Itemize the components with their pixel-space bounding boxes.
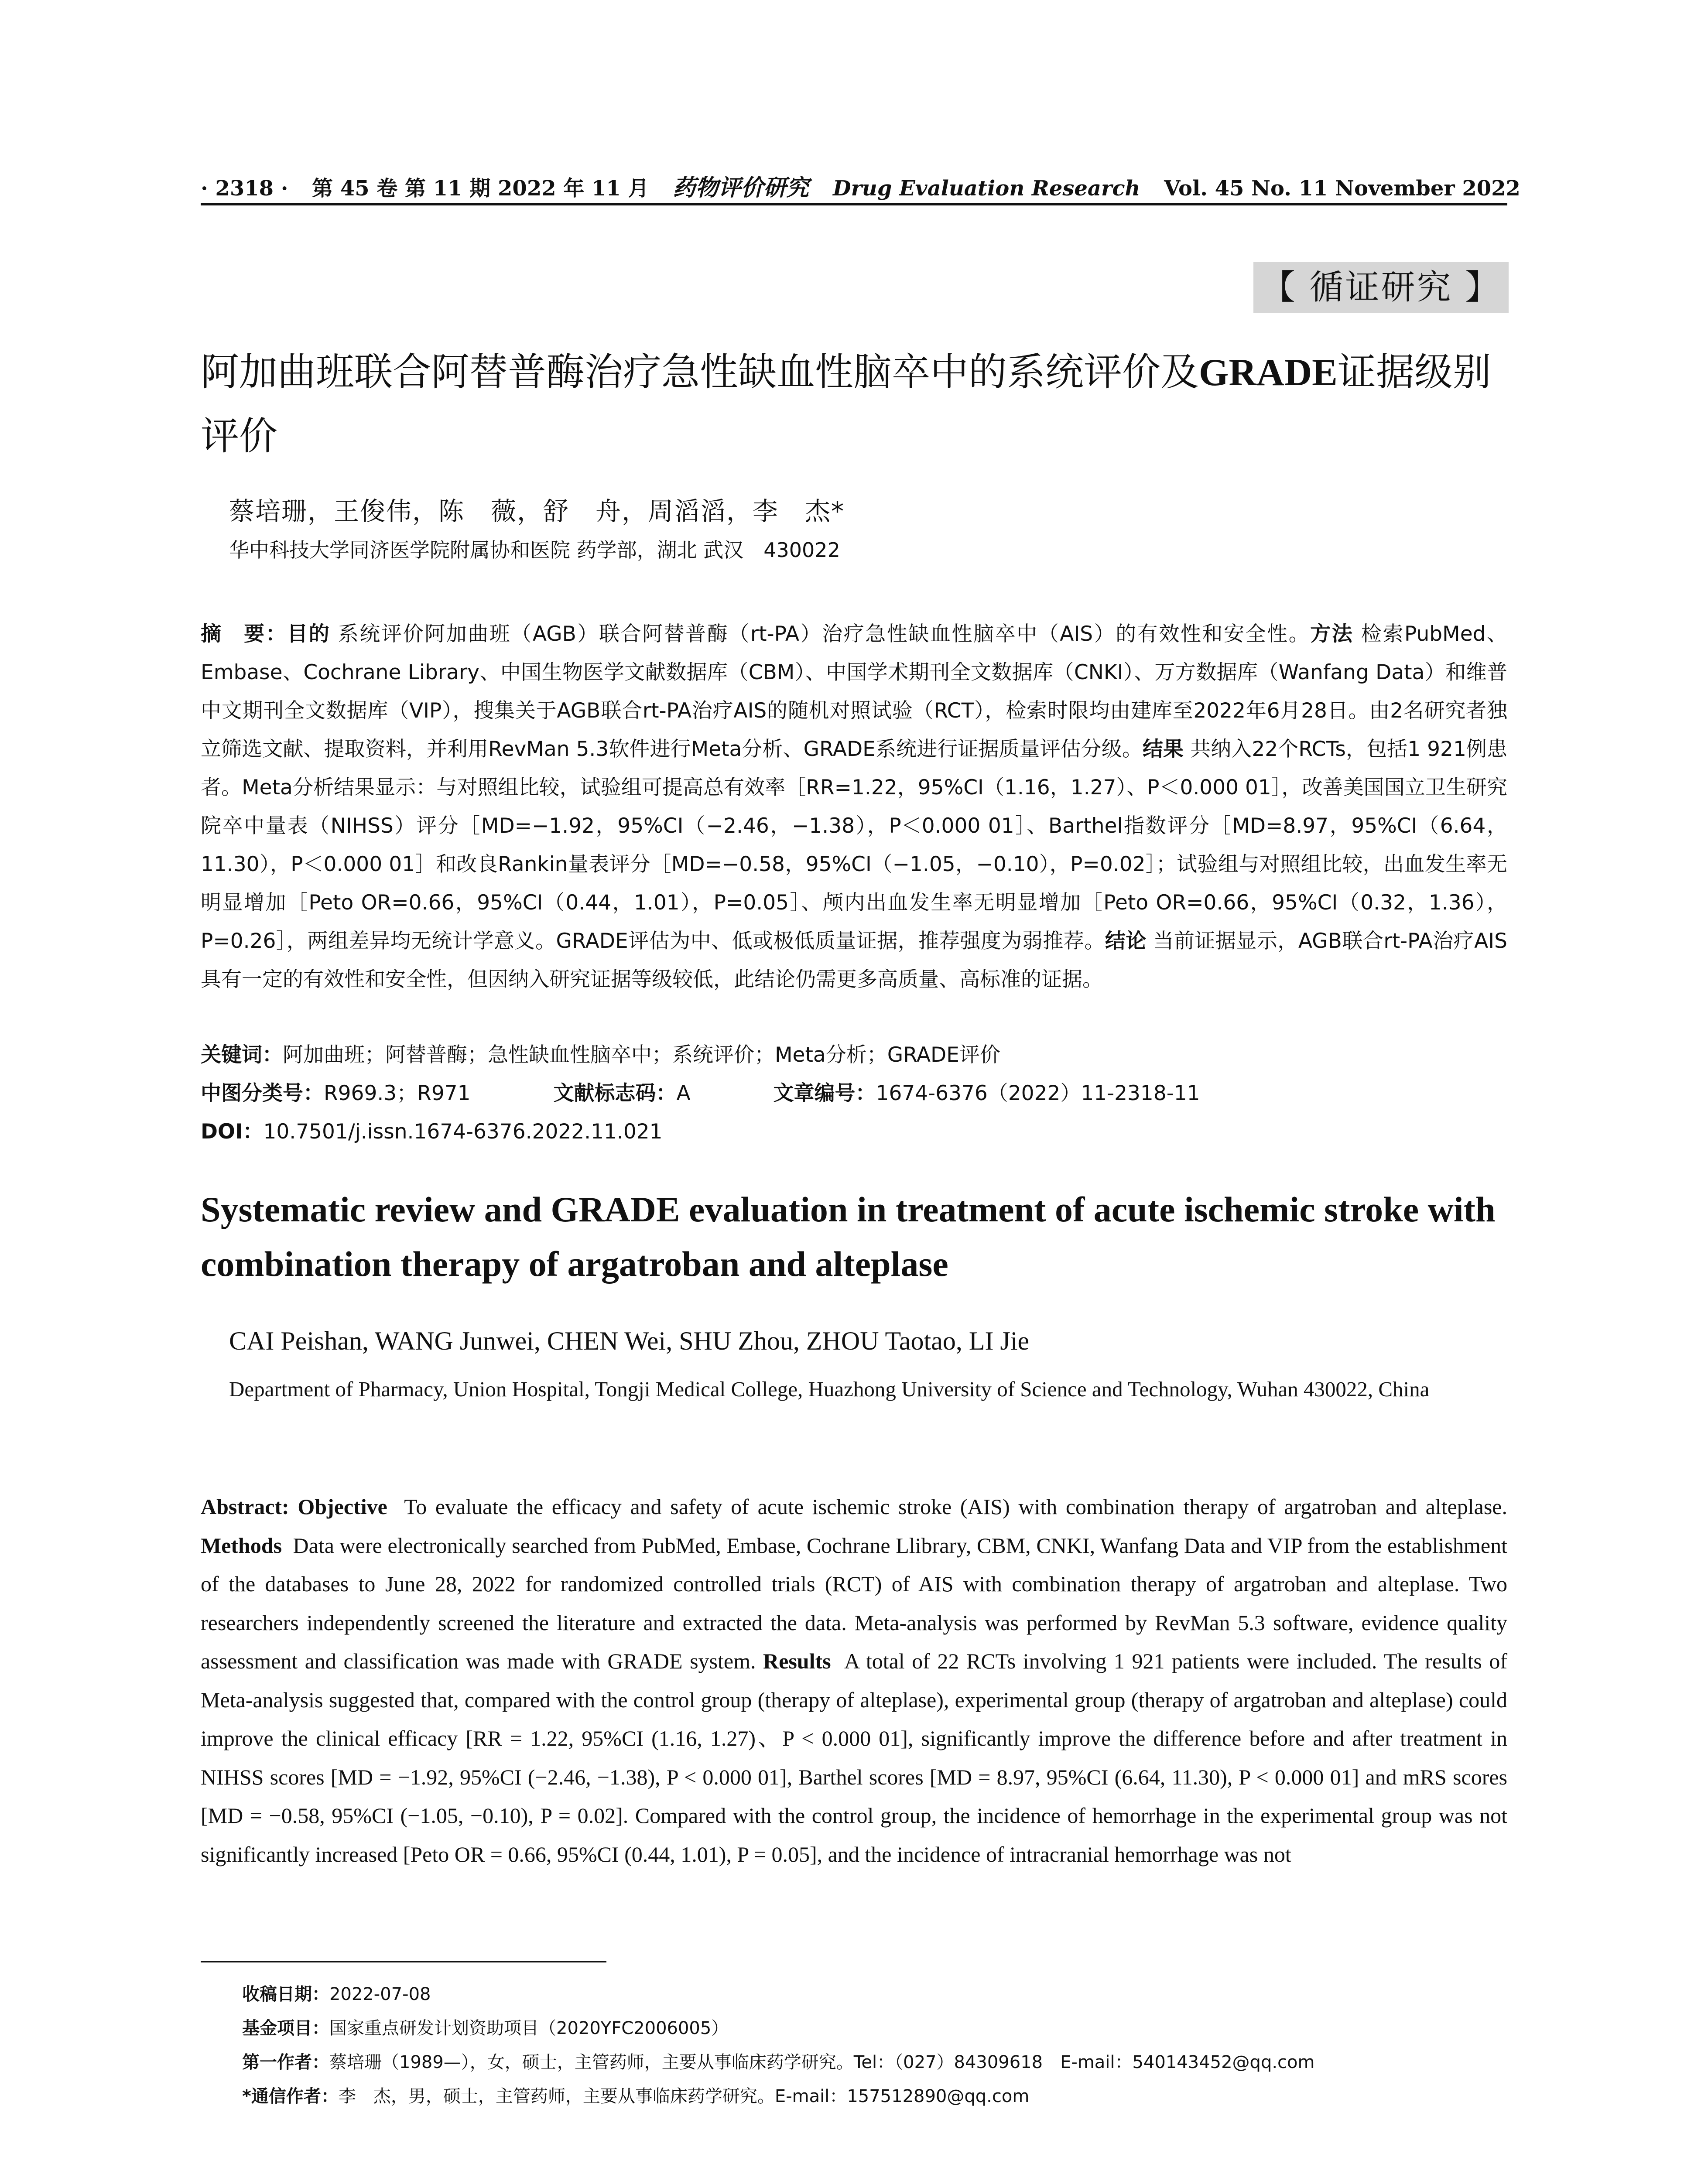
cn-keywords xyxy=(201,1036,1507,1074)
volume-en: Vol. 45 No. 11 November 2022 xyxy=(1164,176,1520,201)
cn-authors: 蔡培珊，王俊伟，陈 薇，舒 舟，周滔滔，李 杰* xyxy=(229,496,845,526)
cn-classification xyxy=(201,1074,1507,1113)
cn-conclusion-label: 结论 xyxy=(1105,929,1147,953)
en-methods: Data were electronically searched from PubMed, Embase, Cochrane Llibrary, CBM, CNKI, Wanfang Data and VIP from the establishment of the databases to June 28, 2022 for randomized controlled trials (RCT) of AIS with combination therapy of argatroban and alteplase. Two researchers independently screened the literature and extracted the data. Meta-analysis was performed by RevMan 5.3 software, evidence quality assessment and classification was made with GRADE system. xyxy=(201,1533,1508,1673)
cn-doi-label: DOI： xyxy=(201,1120,264,1144)
cn-title-part1: 阿加曲班联合阿替普酶治疗急性缺血性脑卒中的系统评价及 xyxy=(201,349,1199,394)
cn-keywords-label: 关键词： xyxy=(201,1043,283,1067)
cn-doc-code: A xyxy=(676,1081,691,1105)
journal-name-en: Drug Evaluation Research xyxy=(833,176,1140,201)
section-tag: 【 循证研究 】 xyxy=(1253,262,1509,313)
en-authors: CAI Peishan, WANG Junwei, CHEN Wei, SHU Zhou, ZHOU Taotao, LI Jie xyxy=(229,1326,1030,1355)
received-date: 2022-07-08 xyxy=(329,1984,431,2004)
cn-abstract-label: 摘 要： xyxy=(201,622,288,646)
en-abstract-label: Abstract: xyxy=(201,1494,289,1519)
cn-clc: R969.3；R971 xyxy=(324,1081,471,1105)
corresponding-text: 李 杰，男，硕士，主管药师，主要从事临床药学研究。E-mail：157512890@qq.com xyxy=(338,2086,1030,2106)
cn-affiliation: 华中科技大学同济医学院附属协和医院 药学部，湖北 武汉 430022 xyxy=(229,538,840,562)
cn-results: 共纳入22个RCTs，包括1 921例患者。Meta分析结果显示：与对照组比较，试验组可提高总有效率［RR=1.22，95%CI（1.16，1.27）、P＜0.000 01］，改善美国国立卫生研究院卒中量表（NIHSS）评分［MD=−1.92，95%CI（−2.46，−1.38），P＜0.000 01］、Barthel指数评分［MD=8.97，95%CI（6.64，11.30），P＜0.000 01］和改良Rankin量表评分［MD=−0.58，95%CI（−1.05，−0.10），P=0.02］；试验组与对照组比较，出血发生率无明显增加［Peto OR=0.66，95%CI（0.44，1.01），P=0.05］、颅内出血发生率无明显增加［Peto OR=0.66，95%CI（0.32，1.36），P=0.26］，两组差异均无统计学意义。GRADE评估为中、低或极低质量证据，推荐强度为弱推荐。 xyxy=(201,737,1507,953)
cn-doi xyxy=(201,1113,1507,1151)
volume-cn: 第 45 卷 第 11 期 2022 年 11 月 xyxy=(312,176,649,201)
cn-doi-value: 10.7501/j.issn.1674-6376.2022.11.021 xyxy=(263,1120,663,1144)
cn-methods: 检索PubMed、Embase、Cochrane Library、中国生物医学文献数据库（CBM）、中国学术期刊全文数据库（CNKI）、万方数据库（Wanfang Data）和维普中文期刊全文数据库（VIP），搜集关于AGB联合rt-PA治疗AIS的随机对照试验（RCT），检索时限均由建库至2022年6月28日。由2名研究者独立筛选文献、提取资料，并利用RevMan 5.3软件进行Meta分析、GRADE系统进行证据质量评估分级。 xyxy=(201,622,1507,761)
footnote-rule xyxy=(201,1961,606,1962)
header-rule xyxy=(201,203,1507,205)
footnote-fund xyxy=(242,2014,729,2039)
en-title: Systematic review and GRADE evaluation in treatment of acute ischemic stroke with combination therapy of argatroban and alteplase xyxy=(201,1190,1496,1284)
en-results: A total of 22 RCTs involving 1 921 patients were included. The results of Meta-analysis suggested that, compared with the control group (therapy of alteplase), experimental group (therapy of argatroban and alteplase) could improve the clinical efficacy [RR = 1.22, 95%CI (1.16, 1.27)、P < 0.000 01], significantly improve the difference before and after treatment in NIHSS scores [MD = −1.92, 95%CI (−2.46, −1.38), P < 0.000 01], Barthel scores [MD = 8.97, 95%CI (6.64, 11.30), P < 0.000 01] and mRS scores [MD = −0.58, 95%CI (−1.05, −0.10), P = 0.02]. Compared with the control group, the incidence of hemorrhage in the experimental group was not significantly increased [Peto OR = 0.66, 95%CI (0.44, 1.01), P = 0.05], and the incidence of intracranial hemorrhage was not xyxy=(201,1649,1508,1866)
corresponding-label: *通信作者： xyxy=(242,2086,339,2106)
fund-text: 国家重点研发计划资助项目（2020YFC2006005） xyxy=(329,2018,729,2038)
en-objective-label: Objective xyxy=(298,1494,387,1519)
journal-logo-cn: 药物评价研究 xyxy=(673,174,809,201)
cn-title-part2: 证据级别评价 xyxy=(201,349,1491,458)
cn-title-grade: GRADE xyxy=(1199,352,1338,394)
en-objective: To evaluate the efficacy and safety of acute ischemic stroke (AIS) with combination therapy of argatroban and alteplase. xyxy=(404,1494,1507,1519)
footnote-first-author xyxy=(242,2048,1314,2073)
cn-methods-label: 方法 xyxy=(1310,622,1354,646)
cn-abstract xyxy=(201,615,1507,999)
first-author-text: 蔡培珊（1989—），女，硕士，主管药师，主要从事临床药学研究。Tel：（027）84309618 E-mail：540143452@qq.com xyxy=(329,2052,1315,2072)
en-affiliation: Department of Pharmacy, Union Hospital, Tongji Medical College, Huazhong University of Science and Technology, Wuhan 430022, China xyxy=(229,1377,1430,1401)
cn-article-no-label: 文章编号： xyxy=(773,1081,876,1105)
footnote-corresponding xyxy=(242,2082,1029,2107)
running-header xyxy=(201,169,1520,202)
cn-results-label: 结果 xyxy=(1142,737,1184,761)
cn-title xyxy=(201,340,1509,468)
cn-objective-label: 目的 xyxy=(287,622,331,646)
cn-keywords-text: 阿加曲班；阿替普酶；急性缺血性脑卒中；系统评价；Meta分析；GRADE评价 xyxy=(283,1043,1000,1067)
fund-label: 基金项目： xyxy=(242,2018,329,2038)
cn-objective: 系统评价阿加曲班（AGB）联合阿替普酶（rt-PA）治疗急性缺血性脑卒中（AIS）的有效性和安全性。 xyxy=(338,622,1311,646)
page-number: · 2318 · xyxy=(201,176,288,201)
first-author-label: 第一作者： xyxy=(242,2052,329,2072)
cn-article-no: 1674-6376（2022）11-2318-11 xyxy=(876,1081,1200,1105)
received-label: 收稿日期： xyxy=(242,1984,329,2004)
en-methods-label: Methods xyxy=(201,1533,282,1558)
cn-conclusion: 当前证据显示，AGB联合rt-PA治疗AIS具有一定的有效性和安全性，但因纳入研究证据等级较低，此结论仍需更多高质量、高标准的证据。 xyxy=(201,929,1507,991)
footnote-received xyxy=(242,1980,431,2005)
cn-clc-label: 中图分类号： xyxy=(201,1081,324,1105)
en-results-label: Results xyxy=(763,1649,831,1673)
en-abstract xyxy=(201,1487,1507,1873)
cn-doc-code-label: 文献标志码： xyxy=(553,1081,677,1105)
